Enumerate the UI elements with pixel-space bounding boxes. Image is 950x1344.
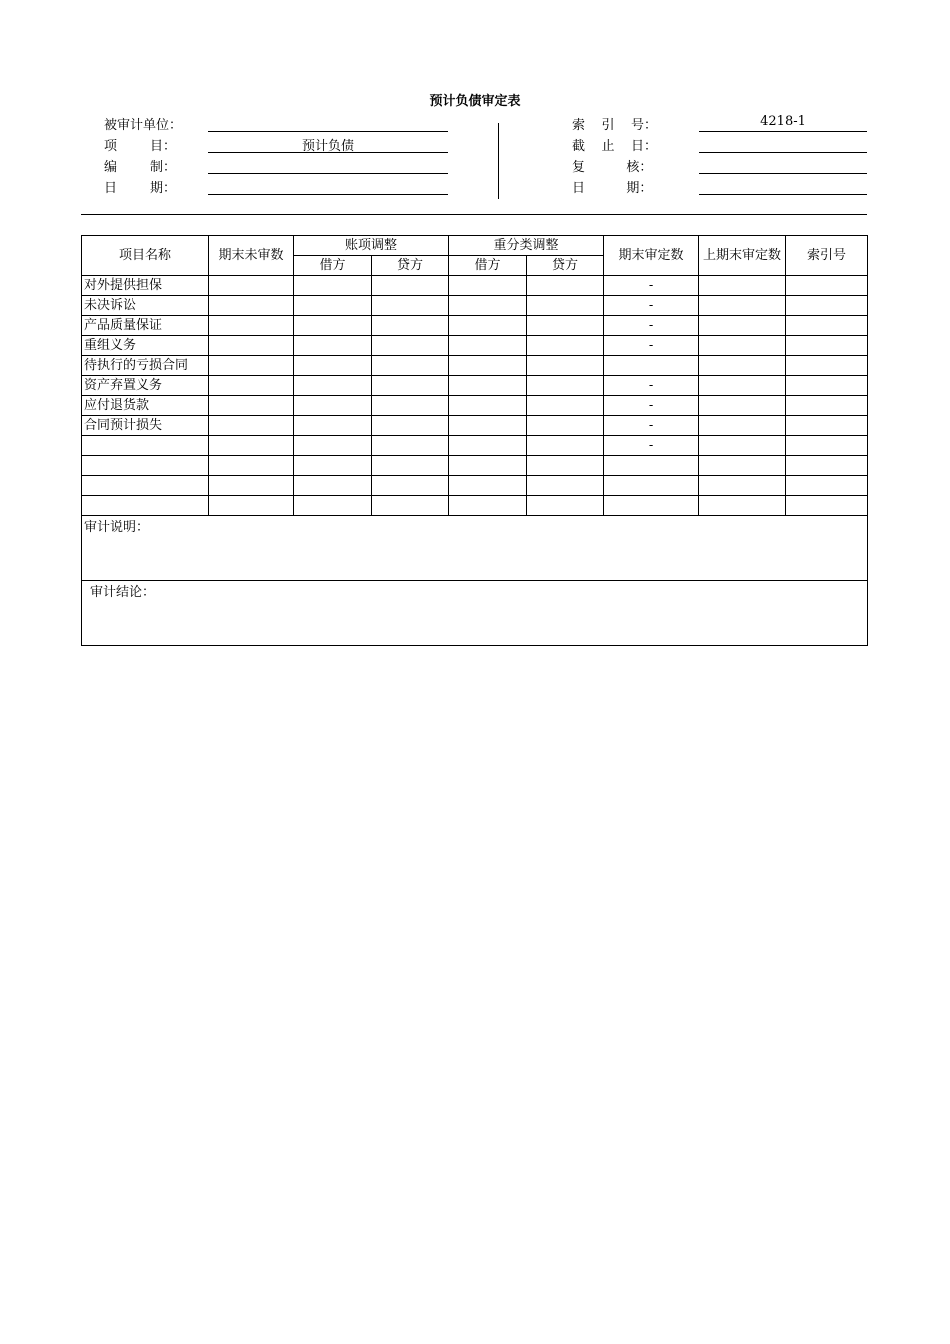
header-separator (81, 214, 867, 215)
row-adj-debit[interactable] (294, 396, 372, 416)
prepared-date-line (208, 194, 448, 195)
row-reclass-credit[interactable] (527, 396, 604, 416)
row-audited[interactable]: - (604, 316, 699, 336)
reviewer-line (699, 173, 867, 174)
row-reclass-credit[interactable] (527, 376, 604, 396)
item-value: 预计负债 (301, 139, 354, 154)
row-unaudited[interactable] (209, 456, 294, 476)
row-prior-audited[interactable] (699, 356, 786, 376)
row-unaudited[interactable] (209, 296, 294, 316)
row-audited[interactable] (604, 476, 699, 496)
header-audited: 期末审定数 (604, 236, 699, 276)
row-prior-audited[interactable] (699, 376, 786, 396)
row-item-name[interactable] (82, 496, 209, 516)
row-item-name[interactable]: 待执行的亏损合同 (82, 356, 209, 376)
cutoff-date-label: 截 止 日： (572, 139, 658, 154)
row-unaudited[interactable] (209, 336, 294, 356)
audited-entity-label: 被审计单位： (104, 118, 183, 133)
row-audited[interactable]: - (604, 376, 699, 396)
page-title: 预计负债审定表 (429, 94, 521, 109)
row-unaudited[interactable] (209, 376, 294, 396)
row-reclass-debit[interactable] (449, 496, 527, 516)
row-prior-audited[interactable] (699, 496, 786, 516)
row-item-name[interactable]: 合同预计损失 (82, 416, 209, 436)
row-unaudited[interactable] (209, 356, 294, 376)
row-item-name[interactable]: 应付退货款 (82, 396, 209, 416)
row-prior-audited[interactable] (699, 316, 786, 336)
table-row (82, 376, 868, 396)
index-no-line (699, 131, 867, 132)
item-label: 项 目： (104, 139, 177, 154)
row-reclass-credit[interactable] (527, 456, 604, 476)
row-reclass-credit[interactable] (527, 336, 604, 356)
row-prior-audited[interactable] (699, 416, 786, 436)
row-adj-debit[interactable] (294, 416, 372, 436)
row-unaudited[interactable] (209, 436, 294, 456)
row-adj-credit[interactable] (372, 496, 449, 516)
row-adj-credit[interactable] (372, 356, 449, 376)
row-reclass-credit[interactable] (527, 356, 604, 376)
header-reclass-credit: 贷方 (527, 256, 604, 276)
row-reclass-debit[interactable] (449, 456, 527, 476)
table-row (82, 416, 868, 436)
row-index[interactable] (786, 296, 868, 316)
row-unaudited[interactable] (209, 416, 294, 436)
prepared-by-line (208, 173, 448, 174)
table-row (82, 436, 868, 456)
row-reclass-credit[interactable] (527, 496, 604, 516)
header-adj-debit: 借方 (294, 256, 372, 276)
row-index[interactable] (786, 476, 868, 496)
row-reclass-credit[interactable] (527, 316, 604, 336)
row-prior-audited[interactable] (699, 336, 786, 356)
row-prior-audited[interactable] (699, 276, 786, 296)
row-reclass-debit[interactable] (449, 476, 527, 496)
row-audited[interactable] (604, 456, 699, 476)
audit-conclusion-cell[interactable] (82, 581, 868, 646)
table-row (82, 356, 868, 376)
index-no-value: 4218-1 (760, 114, 806, 129)
table-row (82, 336, 868, 356)
row-adj-debit[interactable] (294, 356, 372, 376)
header-unaudited: 期末未审数 (209, 236, 294, 276)
row-adj-debit[interactable] (294, 476, 372, 496)
row-adj-credit[interactable] (372, 476, 449, 496)
row-audited[interactable]: - (604, 436, 699, 456)
row-unaudited[interactable] (209, 476, 294, 496)
row-reclass-credit[interactable] (527, 296, 604, 316)
row-prior-audited[interactable] (699, 456, 786, 476)
row-item-name[interactable]: 未决诉讼 (82, 296, 209, 316)
row-adj-credit[interactable] (372, 376, 449, 396)
prepared-by-label: 编 制： (104, 160, 177, 175)
audit-notes-cell[interactable] (82, 516, 868, 581)
row-item-name[interactable]: 资产弃置义务 (82, 376, 209, 396)
row-audited[interactable] (604, 496, 699, 516)
review-date-line (699, 194, 867, 195)
row-unaudited[interactable] (209, 396, 294, 416)
row-index[interactable] (786, 376, 868, 396)
row-index[interactable] (786, 336, 868, 356)
row-audited[interactable]: - (604, 416, 699, 436)
header-item-name: 项目名称 (82, 236, 209, 276)
table-row (82, 396, 868, 416)
row-reclass-credit[interactable] (527, 416, 604, 436)
row-index[interactable] (786, 276, 868, 296)
table-row (82, 496, 868, 516)
table-row (82, 456, 868, 476)
row-adj-debit[interactable] (294, 496, 372, 516)
row-prior-audited[interactable] (699, 296, 786, 316)
reviewer-label: 复 核： (572, 160, 653, 175)
row-item-name[interactable]: 对外提供担保 (82, 276, 209, 296)
row-adj-credit[interactable] (372, 276, 449, 296)
row-adj-debit[interactable] (294, 436, 372, 456)
header-reclassification: 重分类调整 (449, 236, 604, 256)
index-no-label: 索 引 号： (572, 118, 658, 133)
row-audited[interactable]: - (604, 396, 699, 416)
header-account-adjustment: 账项调整 (294, 236, 449, 256)
row-index[interactable] (786, 456, 868, 476)
row-reclass-debit[interactable] (449, 416, 527, 436)
header-index: 索引号 (786, 236, 868, 276)
row-adj-debit[interactable] (294, 316, 372, 336)
row-prior-audited[interactable] (699, 476, 786, 496)
table-row (82, 476, 868, 496)
row-item-name[interactable]: 重组义务 (82, 336, 209, 356)
row-reclass-credit[interactable] (527, 436, 604, 456)
row-reclass-credit[interactable] (527, 276, 604, 296)
row-prior-audited[interactable] (699, 436, 786, 456)
header-prior-audited: 上期末审定数 (699, 236, 786, 276)
row-reclass-debit[interactable] (449, 336, 527, 356)
audit-conclusion-label: 审计结论： (90, 585, 156, 600)
row-reclass-debit[interactable] (449, 356, 527, 376)
row-adj-credit[interactable] (372, 396, 449, 416)
audit-table (81, 235, 868, 646)
row-adj-credit[interactable] (372, 296, 449, 316)
row-index[interactable] (786, 416, 868, 436)
row-reclass-debit[interactable] (449, 316, 527, 336)
row-prior-audited[interactable] (699, 396, 786, 416)
row-audited[interactable]: - (604, 336, 699, 356)
table-body (82, 276, 868, 516)
row-adj-credit[interactable] (372, 316, 449, 336)
review-date-label: 日 期： (572, 181, 653, 196)
row-reclass-credit[interactable] (527, 476, 604, 496)
row-reclass-debit[interactable] (449, 376, 527, 396)
row-adj-debit[interactable] (294, 336, 372, 356)
row-item-name[interactable]: 产品质量保证 (82, 316, 209, 336)
row-adj-credit[interactable] (372, 456, 449, 476)
row-reclass-debit[interactable] (449, 276, 527, 296)
row-adj-debit[interactable] (294, 276, 372, 296)
row-audited[interactable] (604, 356, 699, 376)
row-audited[interactable]: - (604, 276, 699, 296)
row-unaudited[interactable] (209, 316, 294, 336)
row-adj-debit[interactable] (294, 456, 372, 476)
row-reclass-debit[interactable] (449, 436, 527, 456)
row-adj-credit[interactable] (372, 336, 449, 356)
row-adj-debit[interactable] (294, 296, 372, 316)
row-index[interactable] (786, 356, 868, 376)
cutoff-date-line (699, 152, 867, 153)
table-row (82, 276, 868, 296)
row-unaudited[interactable] (209, 276, 294, 296)
table-row (82, 296, 868, 316)
row-item-name[interactable] (82, 456, 209, 476)
row-index[interactable] (786, 436, 868, 456)
row-index[interactable] (786, 496, 868, 516)
audited-entity-line (208, 131, 448, 132)
header-reclass-debit: 借方 (449, 256, 527, 276)
header-adj-credit: 贷方 (372, 256, 449, 276)
audit-notes-label: 审计说明： (84, 520, 150, 535)
row-adj-credit[interactable] (372, 436, 449, 456)
row-index[interactable] (786, 396, 868, 416)
row-reclass-debit[interactable] (449, 396, 527, 416)
row-unaudited[interactable] (209, 496, 294, 516)
header-divider (498, 123, 499, 199)
row-adj-credit[interactable] (372, 416, 449, 436)
table-row (82, 316, 868, 336)
row-index[interactable] (786, 316, 868, 336)
row-reclass-debit[interactable] (449, 296, 527, 316)
row-audited[interactable]: - (604, 296, 699, 316)
row-adj-debit[interactable] (294, 376, 372, 396)
prepared-date-label: 日 期： (104, 181, 177, 196)
row-item-name[interactable] (82, 476, 209, 496)
row-item-name[interactable] (82, 436, 209, 456)
